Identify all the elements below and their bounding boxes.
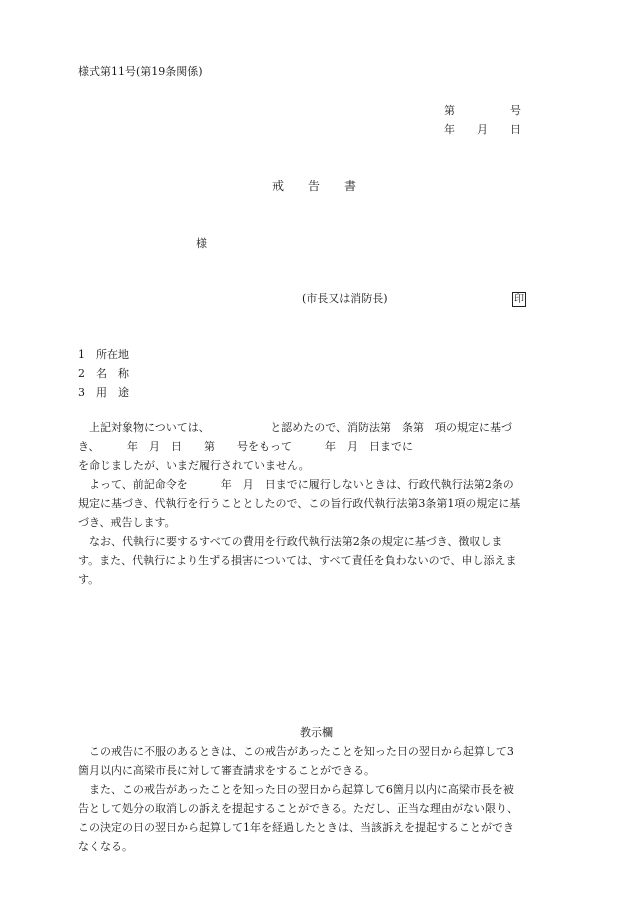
body-line: す。 xyxy=(78,573,100,586)
number-line: 第 号 xyxy=(444,104,521,117)
addressee-suffix: 様 xyxy=(196,237,207,250)
notice-heading: 教示欄 xyxy=(300,726,333,739)
body-line: す。また、代執行により生ずる損害については、すべて責任を負わないので、申し添えま xyxy=(78,554,517,567)
seal-mark xyxy=(512,289,526,309)
notice-line: なくなる。 xyxy=(78,840,133,853)
item-name: 2 名 称 xyxy=(78,367,129,380)
notice-line: この決定の日の翌日から起算して1年を経過したときは、当該訴えを提起することができ xyxy=(78,821,514,834)
document-title: 戒 告 書 xyxy=(272,179,357,193)
item-location: 1 所在地 xyxy=(78,348,129,361)
issuer: (市長又は消防長) xyxy=(302,292,388,305)
notice-line: 箇月以内に高梁市長に対して審査請求をすることができる。 xyxy=(78,764,375,777)
body-line: を命じましたが、いまだ履行されていません。 xyxy=(78,459,310,472)
body-line: よって、前記命令を 年 月 日までに履行しないときは、行政代執行法第2条の xyxy=(78,478,514,491)
item-use: 3 用 途 xyxy=(78,386,129,399)
notice-line: また、この戒告があったことを知った日の翌日から起算して6箇月以内に高梁市長を被 xyxy=(78,783,514,796)
form-number: 様式第11号(第19条関係) xyxy=(78,65,203,78)
seal-icon: 印 xyxy=(514,294,524,305)
notice-line: 告として処分の取消しの訴えを提起することができる。ただし、正当な理由がない限り、 xyxy=(78,802,518,815)
body-line: なお、代執行に要するすべての費用を行政代執行法第2条の規定に基づき、徴収しま xyxy=(78,535,503,548)
body-text xyxy=(78,418,554,589)
body-line: づき、戒告します。 xyxy=(78,516,176,529)
notice-text xyxy=(78,742,554,856)
date-line: 年 月 日 xyxy=(444,123,521,136)
body-line: 上記対象物については、 と認めたので、消防法第 条第 項の規定に基づ xyxy=(78,421,513,434)
notice-line: この戒告に不服のあるときは、この戒告があったことを知った日の翌日から起算して3 xyxy=(78,745,514,758)
body-line: き、 年 月 日 第 号をもって 年 月 日までに xyxy=(78,440,414,453)
body-line: 規定に基づき、代執行を行うこととしたので、この旨行政代執行法第3条第1項の規定に基 xyxy=(78,497,521,510)
